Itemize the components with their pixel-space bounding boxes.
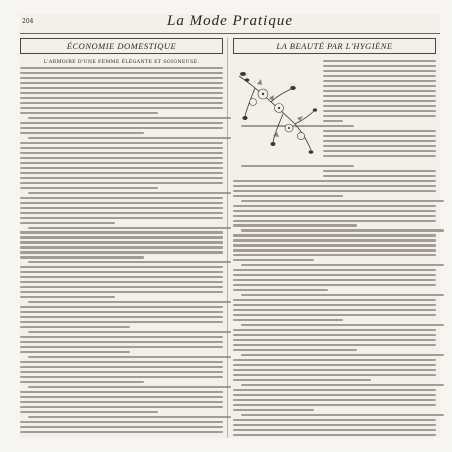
text-line [20, 217, 223, 219]
text-line [28, 117, 231, 119]
text-line [20, 107, 223, 109]
text-line [233, 244, 436, 246]
text-line [20, 97, 223, 99]
text-line [323, 60, 436, 62]
text-line [233, 394, 436, 396]
text-line [233, 210, 436, 212]
text-line [20, 162, 223, 164]
text-line [233, 404, 436, 406]
text-line [233, 284, 436, 286]
text-line [28, 301, 231, 303]
text-line [241, 324, 444, 326]
text-line [20, 311, 223, 313]
text-line [233, 424, 436, 426]
text-line [20, 291, 223, 293]
text-line [233, 185, 436, 187]
text-line [233, 254, 436, 256]
text-line [323, 65, 436, 67]
left-column [20, 38, 223, 436]
text-line [233, 269, 436, 271]
text-line [20, 212, 223, 214]
text-line [233, 190, 436, 192]
text-line [233, 274, 436, 276]
text-line [20, 396, 223, 398]
text-line [323, 85, 436, 87]
text-line [20, 72, 223, 74]
text-line [28, 356, 231, 358]
text-line [233, 289, 328, 291]
text-line [233, 299, 436, 301]
text-line [20, 197, 223, 199]
text-line [233, 379, 371, 381]
text-line [20, 361, 223, 363]
text-line [20, 401, 223, 403]
text-line [28, 137, 231, 139]
text-line [233, 220, 436, 222]
text-line [20, 306, 223, 308]
text-line [323, 135, 436, 137]
text-line [233, 304, 436, 306]
text-line [20, 157, 223, 159]
text-line [323, 80, 436, 82]
text-line [20, 241, 223, 243]
text-line [323, 140, 436, 142]
text-line [233, 205, 436, 207]
left-article-subheading: L'ARMOIRE D'UNE FEMME ÉLÉGANTE ET SOIGNEUSE. [43, 60, 200, 65]
text-line [20, 132, 144, 134]
text-line [233, 399, 436, 401]
text-line [233, 195, 343, 197]
text-line [233, 279, 436, 281]
text-line [20, 296, 115, 298]
magazine-page [20, 14, 440, 438]
text-line [20, 281, 223, 283]
masthead: La Mode Pratique [167, 13, 293, 29]
text-line [233, 339, 436, 341]
text-line [20, 371, 223, 373]
text-line [28, 416, 231, 418]
text-line [323, 95, 436, 97]
text-line [323, 105, 436, 107]
text-line [233, 224, 357, 226]
text-line [28, 227, 231, 229]
text-line [233, 389, 436, 391]
text-line [20, 366, 223, 368]
text-line [323, 75, 436, 77]
text-line [233, 419, 436, 421]
text-line [20, 406, 223, 408]
text-line [20, 231, 223, 233]
text-line [233, 409, 314, 411]
text-line [233, 319, 343, 321]
text-line [20, 77, 223, 79]
text-line [20, 92, 223, 94]
text-line [20, 286, 223, 288]
text-line [241, 294, 444, 296]
text-line [20, 346, 223, 348]
text-line [233, 334, 436, 336]
text-line [233, 364, 436, 366]
text-line [20, 147, 223, 149]
text-line [20, 152, 223, 154]
text-line [20, 87, 223, 89]
text-line [20, 256, 144, 258]
text-line [323, 145, 436, 147]
text-line [233, 180, 436, 182]
text-line [20, 271, 223, 273]
text-line [233, 239, 436, 241]
text-line [233, 349, 357, 351]
text-line [20, 202, 223, 204]
text-line [323, 170, 436, 172]
text-line [20, 172, 223, 174]
text-line [233, 344, 436, 346]
text-line [28, 261, 231, 263]
text-line [20, 266, 223, 268]
page-number: 204 [22, 18, 34, 25]
text-line [20, 67, 223, 69]
text-line [20, 391, 223, 393]
text-line [20, 321, 223, 323]
text-line [20, 222, 115, 224]
text-line [233, 215, 436, 217]
text-line [20, 112, 158, 114]
text-line [20, 167, 223, 169]
text-line [20, 421, 223, 423]
column-divider [227, 38, 228, 438]
text-line [20, 316, 223, 318]
text-line [20, 177, 223, 179]
text-line [28, 192, 231, 194]
text-line [241, 354, 444, 356]
text-line [233, 234, 436, 236]
left-section-heading: ÉCONOMIE DOMESTIQUE [20, 38, 223, 54]
text-line [323, 70, 436, 72]
text-line [233, 314, 436, 316]
text-line [233, 309, 436, 311]
text-line [323, 120, 343, 122]
text-line [20, 127, 223, 129]
text-line [233, 259, 314, 261]
text-line [323, 115, 436, 117]
text-line [20, 122, 223, 124]
text-line [233, 374, 436, 376]
text-line [241, 414, 444, 416]
text-line [241, 384, 444, 386]
right-section-heading: LA BEAUTÉ PAR L'HYGIÈNE [233, 38, 436, 54]
text-line [241, 264, 444, 266]
text-line [323, 150, 436, 152]
text-line [233, 359, 436, 361]
text-line [20, 431, 223, 433]
text-line [241, 200, 444, 202]
text-line [20, 207, 223, 209]
text-line [20, 326, 130, 328]
botanical-illustration [233, 58, 317, 168]
text-line [323, 100, 436, 102]
text-line [20, 376, 223, 378]
text-line [20, 336, 223, 338]
text-line [323, 130, 436, 132]
text-line [20, 351, 130, 353]
text-line [20, 276, 223, 278]
left-article-text [20, 67, 223, 433]
text-line [20, 102, 223, 104]
text-line [20, 341, 223, 343]
text-line [20, 246, 223, 248]
text-line [233, 434, 436, 436]
text-line [241, 229, 444, 231]
text-line [233, 369, 436, 371]
text-line [20, 142, 223, 144]
text-line [20, 182, 223, 184]
text-line [20, 187, 158, 189]
text-line [233, 329, 436, 331]
text-line [233, 249, 436, 251]
text-line [20, 426, 223, 428]
text-line [20, 251, 223, 253]
text-line [28, 386, 231, 388]
masthead-rule [20, 33, 440, 34]
text-line [233, 429, 436, 431]
text-line [323, 110, 436, 112]
text-line [323, 155, 436, 157]
flowering-branch-icon [233, 58, 317, 168]
text-line [28, 331, 231, 333]
text-line [323, 175, 436, 177]
text-line [20, 82, 223, 84]
text-line [323, 90, 436, 92]
text-line [20, 411, 158, 413]
text-line [20, 236, 223, 238]
text-line [20, 381, 144, 383]
